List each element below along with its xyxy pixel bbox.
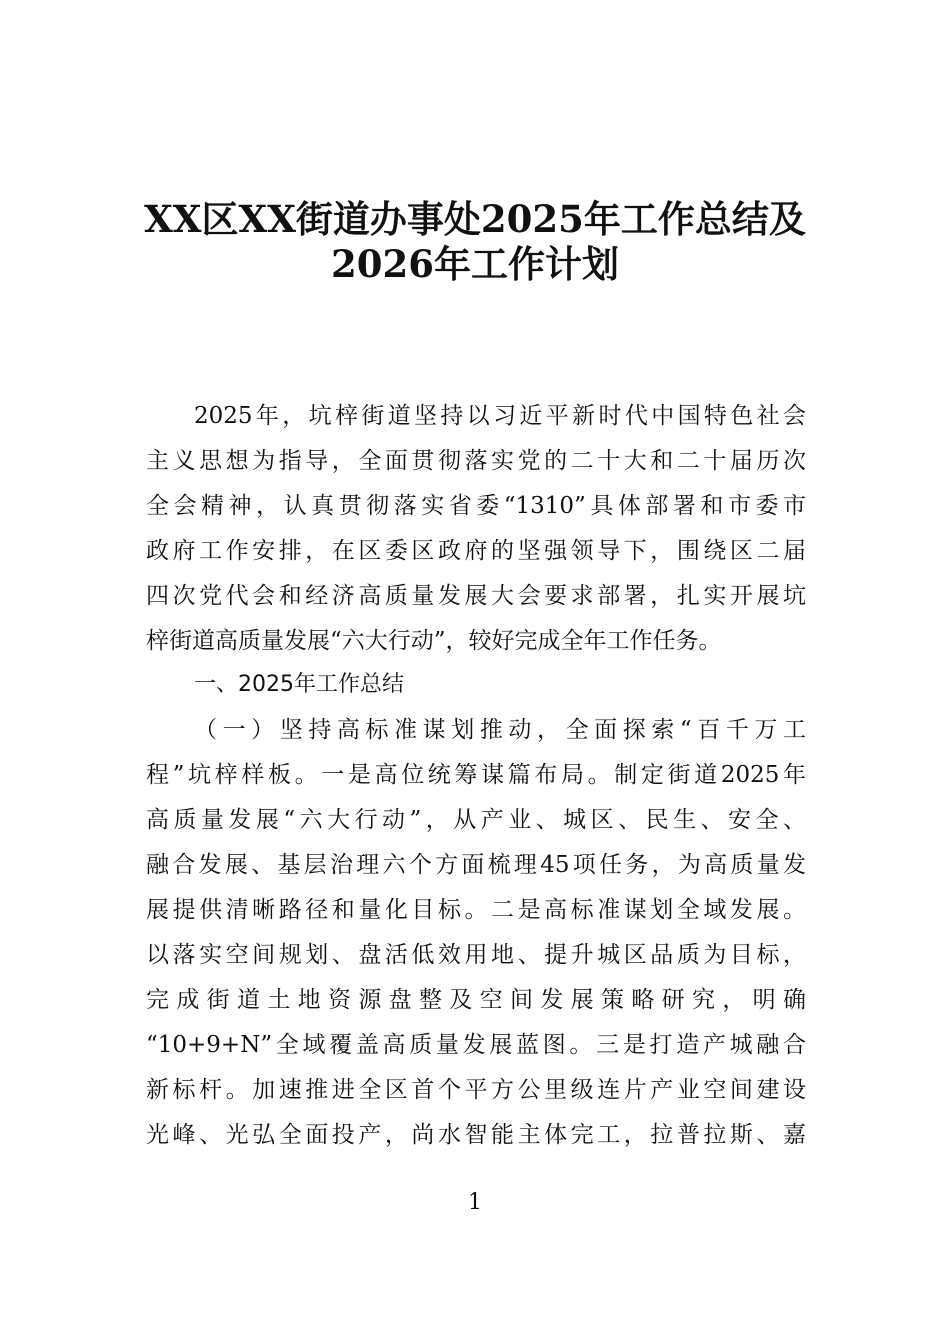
paragraph-line: 全会精神，认真贯彻落实省委“1310”具体部署和市委市 — [146, 493, 806, 519]
paragraph-line: 高质量发展“六大行动”，从产业、城区、民生、安全、 — [146, 807, 806, 833]
paragraph-line: 光峰、光弘全面投产，尚水智能主体完工，拉普拉斯、嘉 — [146, 1122, 806, 1148]
paragraph-line: 以落实空间规划、盘活低效用地、提升城区品质为目标， — [146, 942, 806, 968]
paragraph-line: 2025年，坑梓街道坚持以习近平新时代中国特色社会 — [194, 403, 806, 429]
paragraph-line: （一）坚持高标准谋划推动，全面探索“百千万工 — [194, 717, 806, 743]
document-title-line-2: 2026年工作计划 — [331, 242, 619, 286]
paragraph-line: 四次党代会和经济高质量发展大会要求部署，扎实开展坑 — [146, 583, 806, 609]
paragraph-line: 主义思想为指导，全面贯彻落实党的二十大和二十届历次 — [146, 448, 806, 474]
paragraph-line: 新标杆。加速推进全区首个平方公里级连片产业空间建设 — [146, 1077, 806, 1103]
paragraph-line: 政府工作安排，在区委区政府的坚强领导下，围绕区二届 — [146, 538, 806, 564]
page-number: 1 — [468, 1190, 482, 1215]
paragraph-line: 梓街道高质量发展“六大行动”，较好完成全年工作任务。 — [146, 628, 722, 654]
paragraph-line: 完成街道土地资源盘整及空间发展策略研究，明确 — [146, 987, 806, 1013]
paragraph-line: 融合发展、基层治理六个方面梳理45项任务，为高质量发 — [146, 852, 806, 878]
document-title-line-1: XX区XX街道办事处2025年工作总结及 — [144, 197, 806, 241]
paragraph-line: “10+9+N”全域覆盖高质量发展蓝图。三是打造产城融合 — [146, 1032, 806, 1058]
section-heading-1: 一、2025年工作总结 — [194, 672, 404, 697]
paragraph-line: 程”坑梓样板。一是高位统筹谋篇布局。制定街道2025年 — [146, 762, 806, 788]
paragraph-line: 展提供清晰路径和量化目标。二是高标准谋划全域发展。 — [146, 897, 806, 923]
